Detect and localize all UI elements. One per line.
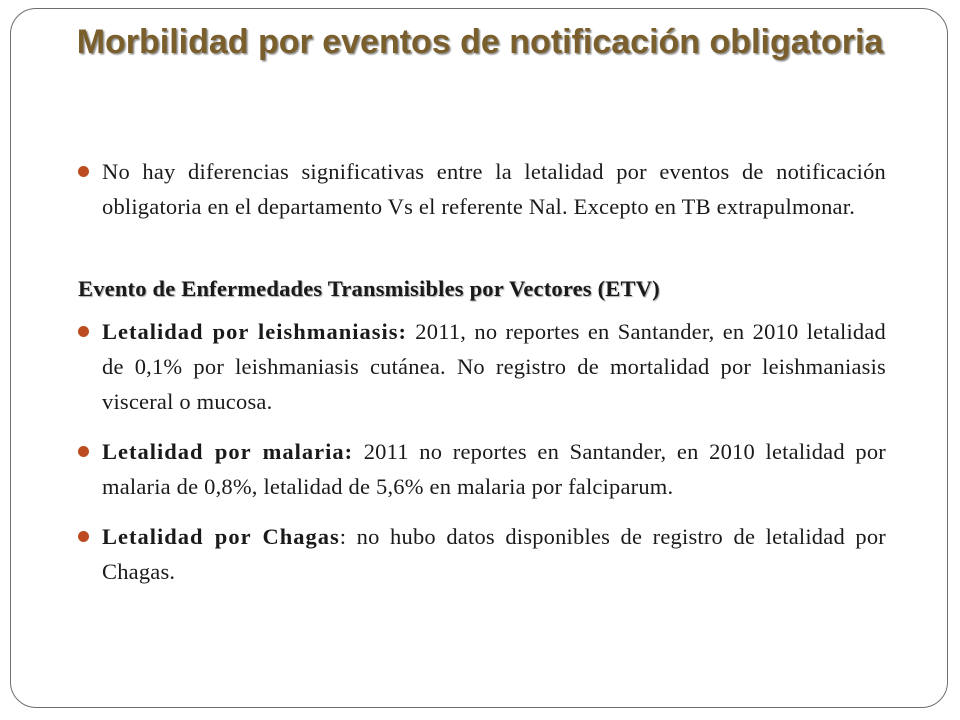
bullet-dot-icon — [78, 531, 89, 542]
bullet-label: Letalidad por malaria: — [102, 439, 354, 464]
bullet-text: : no hubo datos disponibles de registro de letalidad por Chagas. — [102, 524, 886, 584]
bullet-dot-icon — [78, 446, 89, 457]
bullet-text: 2011, no reportes en Santander, en 2010 letalidad de 0,1% por leishmaniasis cutánea. No registro de mortalidad por leishmaniasis visceral o mucosa. — [102, 319, 886, 414]
bullet-malaria — [78, 434, 886, 504]
bullet-dot-icon — [78, 166, 89, 177]
bullet-leishmaniasis — [78, 314, 886, 419]
bullet-intro — [78, 154, 886, 224]
bullet-dot-icon — [78, 326, 89, 337]
bullet-intro-text: No hay diferencias significativas entre la letalidad por eventos de notificación obligatoria en el departamento Vs el referente Nal. Excepto en TB extrapulmonar. — [102, 159, 886, 219]
bullet-chagas — [78, 519, 886, 589]
slide-body — [78, 154, 886, 589]
slide-title: Morbilidad por eventos de notificación obligatoria — [76, 23, 884, 61]
section-heading: Evento de Enfermedades Transmisibles por Vectores (ETV) — [78, 276, 660, 301]
bullet-text: 2011 no reportes en Santander, en 2010 letalidad por malaria de 0,8%, letalidad de 5,6% en malaria por falciparum. — [102, 439, 886, 499]
bullet-label: Letalidad por Chagas — [102, 524, 340, 549]
bullet-label: Letalidad por leishmaniasis: — [102, 319, 408, 344]
